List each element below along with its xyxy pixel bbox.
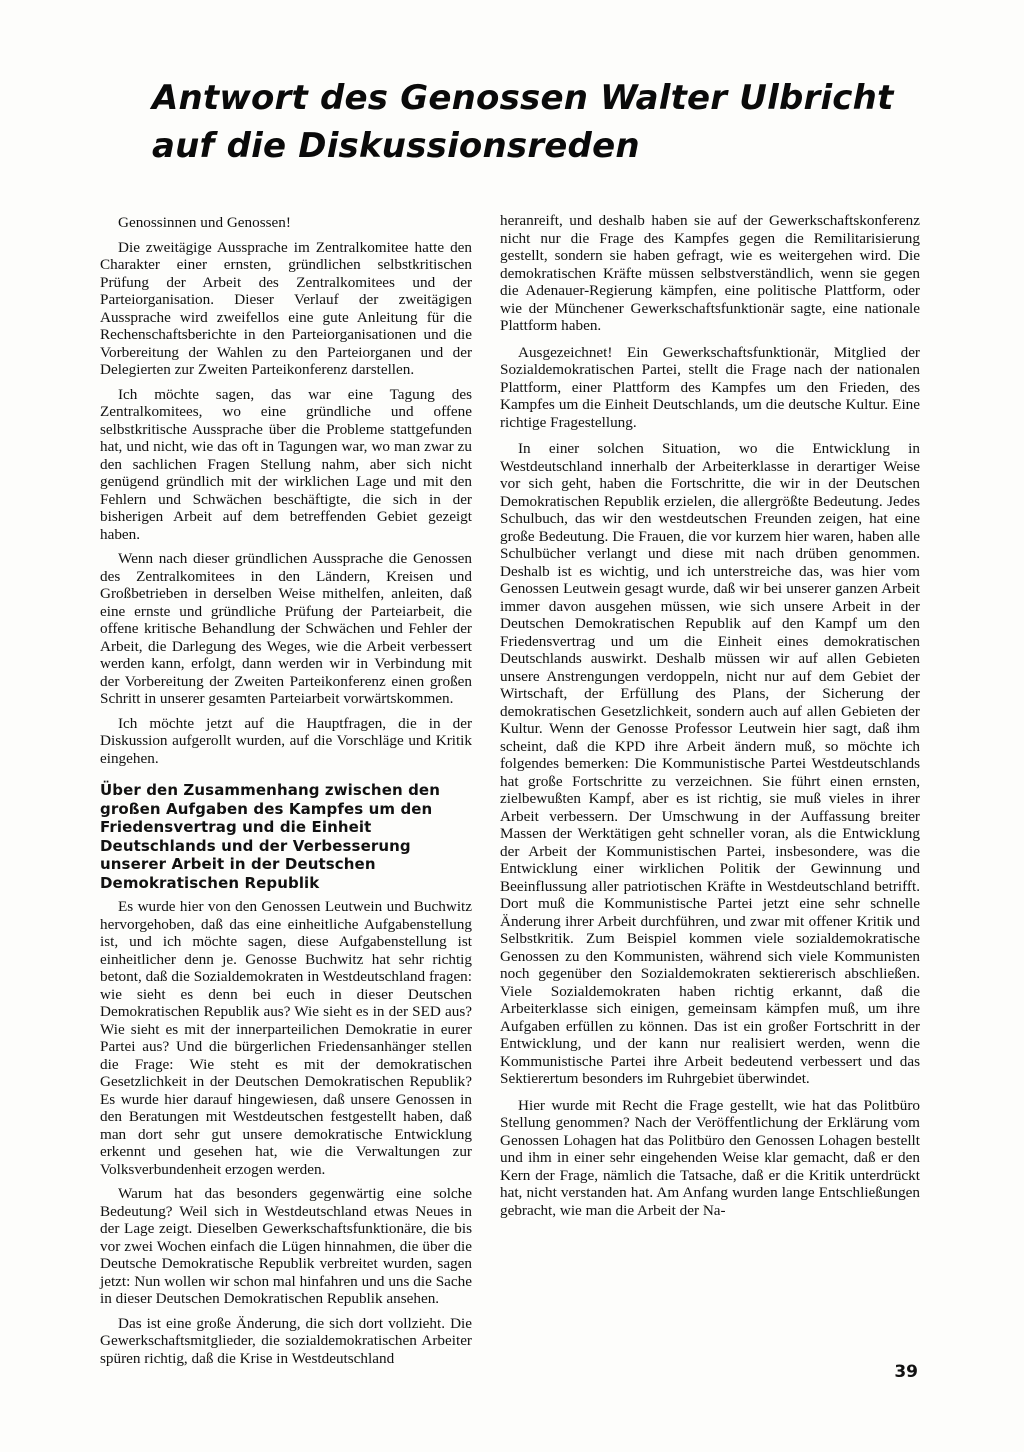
paragraph: Es wurde hier von den Genossen Leutwein und Buchwitz hervorgehoben, daß das eine einheitliche Aufgabenstellung ist, und ich möchte sagen, diese Aufgabenstellung ist einheitlicher denn je. Genosse Buchwitz hat sehr richtig betont, daß die Sozialdemokraten in Westdeutschland fragen: wie sieht es denn bei euch in dieser Deutschen Demokratischen Republik aus? Wie sieht es in der SED aus? Wie sieht es mit der innerparteilichen Demokratie in eurer Partei aus? Und die bürgerlichen Friedensanhänger stellen die Frage: Wie steht es mit der demokratischen Gesetzlichkeit in der Deutschen Demokratischen Republik? Es wurde hier darauf hingewiesen, daß unsere Genossen in den Beratungen mit Westdeutschen festgestellt haben, daß man dort sehr gut unsere demokratische Entwicklung erkennt und gesehen hat, wie die Verwaltungen zur Volksverbundenheit erzogen werden. xyxy=(100,898,472,1178)
paragraph: Ich möchte jetzt auf die Hauptfragen, die in der Diskussion aufgerollt wurden, auf die Vorschläge und Kritik eingehen. xyxy=(100,714,472,767)
paragraph: Das ist eine große Änderung, die sich dort vollzieht. Die Gewerkschaftsmitglieder, die sozialdemokratischen Arbeiter spüren richtig, daß die Krise in Westdeutschland xyxy=(100,1314,472,1367)
greeting: Genossinnen und Genossen! xyxy=(118,214,291,231)
paragraph: Warum hat das besonders gegenwärtig eine solche Bedeutung? Weil sich in Westdeutschland etwas Neues in der Lage zeigt. Dieselben Gewerkschaftsfunktionäre, die bis vor zwei Wochen einfach die Lügen hinnahmen, die über die Deutsche Demokratische Republik verbreitet wurden, sagen jetzt: Nun wollen wir schon mal hinfahren und uns die Sache in dieser Deutschen Demokratischen Republik ansehen. xyxy=(100,1185,472,1307)
title-line-2: auf die Diskussionsreden xyxy=(152,126,640,166)
paragraph: Die zweitägige Aussprache im Zentralkomitee hatte den Charakter einer ernsten, gründlichen selbstkritischen Prüfung der Arbeit des Zentralkomitees und der Parteiorganisation. Dieser Verlauf der zweitägigen Aussprache wird zweifellos eine gute Anleitung für die Rechenschaftsberichte in den Parteiorganisationen und die Vorbereitung der Wahlen zu den Parteiorganen und der Delegierten zur Zweiten Parteikonferenz darstellen. xyxy=(100,238,472,378)
paragraph: Ausgezeichnet! Ein Gewerkschaftsfunktionär, Mitglied der Sozialdemokratischen Partei, stellt die Frage nach der nationalen Plattform, einer Plattform des Kampfes um den Frieden, des Kampfes um die Einheit Deutschlands, um die deutsche Kultur. Eine richtige Fragestellung. xyxy=(500,343,920,431)
paragraph: Ich möchte sagen, das war eine Tagung des Zentralkomitees, wo eine gründliche und offene selbstkritische Aussprache über die Probleme stattgefunden hat, und nicht, wie das oft in Tagungen war, wo man zwar zu den sachlichen Fragen Stellung nahm, aber sich nicht genügend gründlich mit der wirklichen Lage und mit den Fehlern und Schwächen beschäftigte, die sich in der bisherigen Arbeit auf dem betreffenden Gebiet gezeigt haben. xyxy=(100,385,472,543)
paragraph: Hier wurde mit Recht die Frage gestellt, wie hat das Politbüro Stellung genommen? Nach der Veröffentlichung der Erklärung vom Genossen Lohagen hat das Politbüro den Genossen Lohagen bestellt und ihm in einer sehr eingehenden Weise klar gemacht, daß er den Kern der Frage, nämlich die Tatsache, daß er die Kritik unterdrückt hat, nicht verstanden hat. Am Anfang wurden lange Entschließungen gebracht, wie man die Arbeit der Na- xyxy=(500,1096,920,1219)
page-number: 39 xyxy=(894,1362,918,1382)
paragraph: In einer solchen Situation, wo die Entwicklung in Westdeutschland innerhalb der Arbeiterklasse in derartiger Weise vor sich geht, haben die Fortschritte, die wir in der Deutschen Demokratischen Republik erzielen, die allergrößte Bedeutung. Jedes Schulbuch, das wir den westdeutschen Freunden zeigen, hat eine große Bedeutung. Die Frauen, die vor kurzem hier waren, haben alle Schulbücher verlangt und diese mit nach drüben genommen. Deshalb ist es wichtig, und ich unterstreiche das, was hier vom Genossen Leutwein gesagt wurde, daß wir bei unserer ganzen Arbeit immer davon ausgehen müssen, wie sich unsere Arbeit in der Deutschen Demokratischen Republik auf den Kampf um den Friedensvertrag und um die Einheit eines demokratischen Deutschlands auswirkt. Deshalb müssen wir auf allen Gebieten unsere Anstrengungen verdoppeln, nicht nur auf dem Gebiet der Wirtschaft, der Erfüllung des Plans, der Sicherung der demokratischen Gesetzlichkeit, sondern auch auf allen Gebieten der Kultur. Wenn der Genosse Professor Leutwein hier sagt, daß ihm scheint, daß die KPD ihre Arbeit ändern muß, so möchte ich folgendes bemerken: Die Kommunistische Partei Westdeutschlands hat große Fortschritte zu verzeichnen. Sie führt einen ernsten, zielbewußten Kampf, aber es ist richtig, sie muß vieles in ihrer Arbeit verbessern. Der Umschwung in der Auffassung breiter Massen der Werktätigen geht schneller voran, als die Entwicklung der Arbeit der Kommunistischen Partei, insbesondere, was die Entwicklung einer wirklichen Politik der Gewinnung und Beeinflussung aller patriotischen Kräfte in Westdeutschland betrifft. Dort muß die Kommunistische Partei jetzt eine sehr schnelle Änderung ihrer Arbeit durchführen, und zwar mit offener Kritik und Selbstkritik. Zum Beispiel kommen viele sozialdemokratische Genossen zu den Kommunisten, während sich viele Kommunisten noch gegenüber den Sozialdemokraten sektiererisch abschließen. Viele Sozialdemokraten haben richtig erkannt, daß die Arbeiterklasse sich einigen, gemeinsam kämpfen muß, um ihre Aufgaben erfüllen zu können. Das ist ein großer Fortschritt in der Entwicklung, und der kann nur realisiert werden, wenn die Kommunistische Partei ihre Arbeit bedeutend verbessert und das Sektierertum besonders im Ruhrgebiet überwindet. xyxy=(500,440,920,1087)
left-column xyxy=(100,214,472,1374)
article-title xyxy=(152,74,952,170)
paragraph: heranreift, und deshalb haben sie auf der Gewerkschaftskonferenz nicht nur die Frage des Kampfes gegen die Remilitarisierung gestellt, sondern sie haben gefragt, wie es weitergehen wird. Die demokratischen Kräfte müssen selbstverständlich, wenn sie gegen die Adenauer-Regierung kämpfen, eine politische Plattform, oder wie der Münchener Gewerkschaftsfunktionär sagte, eine nationale Plattform haben. xyxy=(500,212,920,334)
section-heading: Über den Zusammenhang zwischen den großen Aufgaben des Kampfes um den Friedensvertrag und die Einheit Deutschlands und der Verbesserung unserer Arbeit in der Deutschen Demokratischen Republik xyxy=(100,781,440,892)
title-line-1: Antwort des Genossen Walter Ulbricht xyxy=(152,78,894,118)
paragraph: Wenn nach dieser gründlichen Aussprache die Genossen des Zentralkomitees in den Ländern, Kreisen und Großbetrieben in derselben Weise mithelfen, anleiten, daß eine ernste und gründliche Prüfung der Parteiarbeit, die offene kritische Behandlung der Schwächen und Fehler der Arbeit, die Darlegung des Weges, wie die Arbeit verbessert werden kann, erfolgt, dann werden wir in Verbindung mit der Vorbereitung der Zweiten Parteikonferenz einen großen Schritt in unserer gesamten Parteiarbeit vorwärtskommen. xyxy=(100,550,472,707)
right-column xyxy=(500,212,920,1226)
